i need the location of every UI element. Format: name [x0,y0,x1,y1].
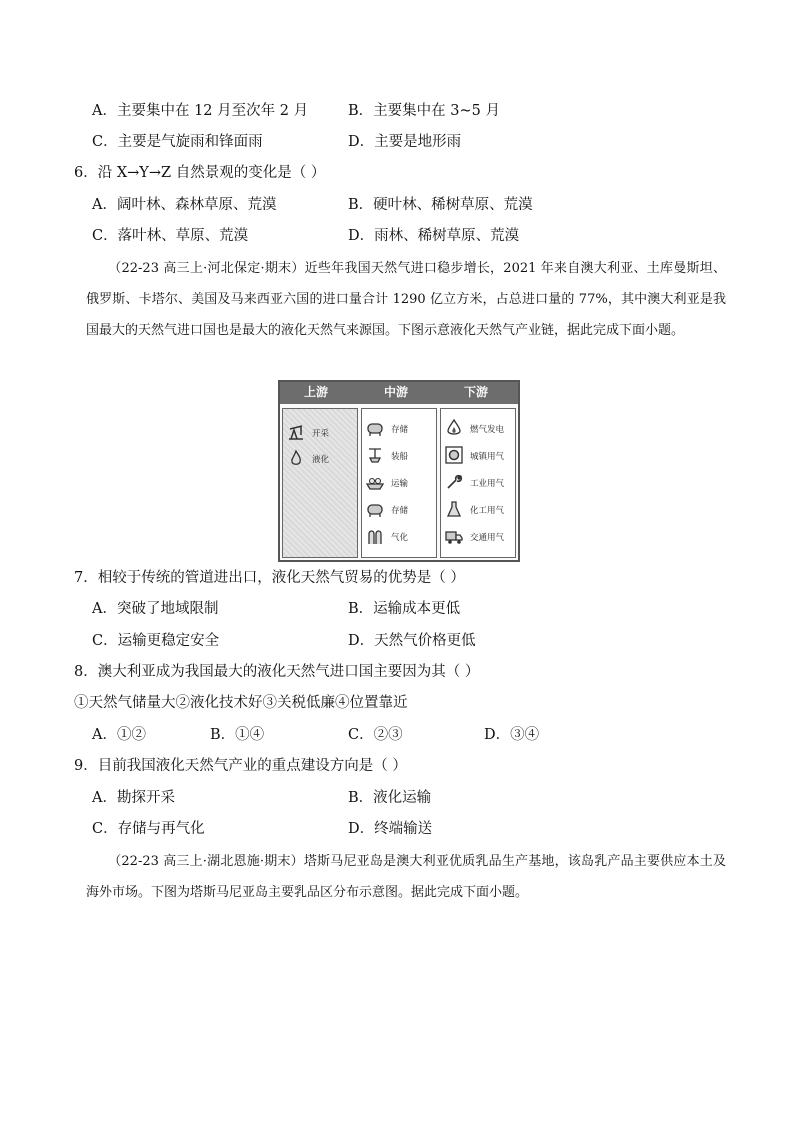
passage-lng [86,253,726,346]
q8-option-d: D．③④ [484,727,540,743]
q9-option-c: C．存储与再气化 [92,821,205,837]
header-upstream: 上游 [304,385,329,399]
stove-icon [445,446,463,464]
q6-option-a: A．阔叶林、森林草原、荒漠 [92,197,277,213]
gas-drop-icon [445,419,463,437]
q6-stem: 6．沿 X→Y→Z 自然景观的变化是（ ） [74,165,326,181]
loading-arm-icon [366,446,384,464]
q5-option-a: A．主要集中在 12 月至次年 2 月 [92,103,309,119]
q6-option-d: D．雨林、稀树草原、荒漠 [348,228,520,244]
lng-industry-chain-figure [278,380,520,562]
q8-option-c: C．②③ [348,727,403,743]
passage-tasmania-text: （22-23 高三上·湖北恩施·期末）塔斯马尼亚岛是澳大利亚优质乳品生产基地，该岛乳产品主要供应本土及海外市场。下图为塔斯马尼亚岛主要乳品区分布示意图。据此完成下面小题。 [86,854,726,900]
q7-option-a: A．突破了地域限制 [92,601,219,617]
q7-option-b: B．运输成本更低 [348,601,461,617]
regasification-icon [366,527,384,545]
storage-tank-icon [366,419,384,437]
tanker-ship-icon [366,473,384,491]
midstream-column: 存储 装船 运输 存储 气化 [361,408,437,558]
q7-stem: 7．相较于传统的管道进出口，液化天然气贸易的优势是（ ） [74,570,465,586]
q8-option-a: A．①② [92,727,146,743]
q6-option-b: B．硬叶林、稀树草原、荒漠 [348,197,533,213]
q8-items: ①天然气储量大②液化技术好③关税低廉④位置靠近 [74,695,408,711]
q5-option-d: D．主要是地形雨 [348,134,462,150]
truck-icon [445,527,463,545]
q7-option-c: C．运输更稳定安全 [92,633,220,649]
header-downstream: 下游 [464,385,489,399]
passage-tasmania [86,846,726,908]
q8-stem: 8．澳大利亚成为我国最大的液化天然气进口国主要因为其（ ） [74,664,480,680]
header-midstream: 中游 [384,385,409,399]
storage-tank-icon [366,500,384,518]
q7-option-d: D．天然气价格更低 [348,633,476,649]
q9-option-b: B．液化运输 [348,790,432,806]
oil-pump-icon [287,423,305,441]
flame-icon [287,449,305,467]
q5-option-b: B．主要集中在 3~5 月 [348,103,500,119]
q9-option-d: D．终端输送 [348,821,433,837]
q8-option-b: B．①④ [210,727,265,743]
flask-icon [445,500,463,518]
q9-option-a: A．勘探开采 [92,790,175,806]
q9-stem: 9．目前我国液化天然气产业的重点建设方向是（ ） [74,758,407,774]
figure-header [280,382,518,404]
downstream-column: 燃气发电 城镇用气 工业用气 化工用气 交通用气 [440,408,516,558]
upstream-column: 开采 液化 [282,408,358,558]
wrench-icon [445,473,463,491]
q5-option-c: C．主要是气旋雨和锋面雨 [92,134,263,150]
passage-lng-text: （22-23 高三上·河北保定·期末）近些年我国天然气进口稳步增长，2021 年来自澳大利亚、土库曼斯坦、俄罗斯、卡塔尔、美国及马来西亚六国的进口量合计 1290 亿立方米，占总进口量的 77%，其中澳大利亚是我国最大的天然气进口国也是最大的液化天然气来源国。下图示意液化天然气产业链，据此完成下面小题。 [86,261,726,338]
q6-option-c: C．落叶林、草原、荒漠 [92,228,249,244]
